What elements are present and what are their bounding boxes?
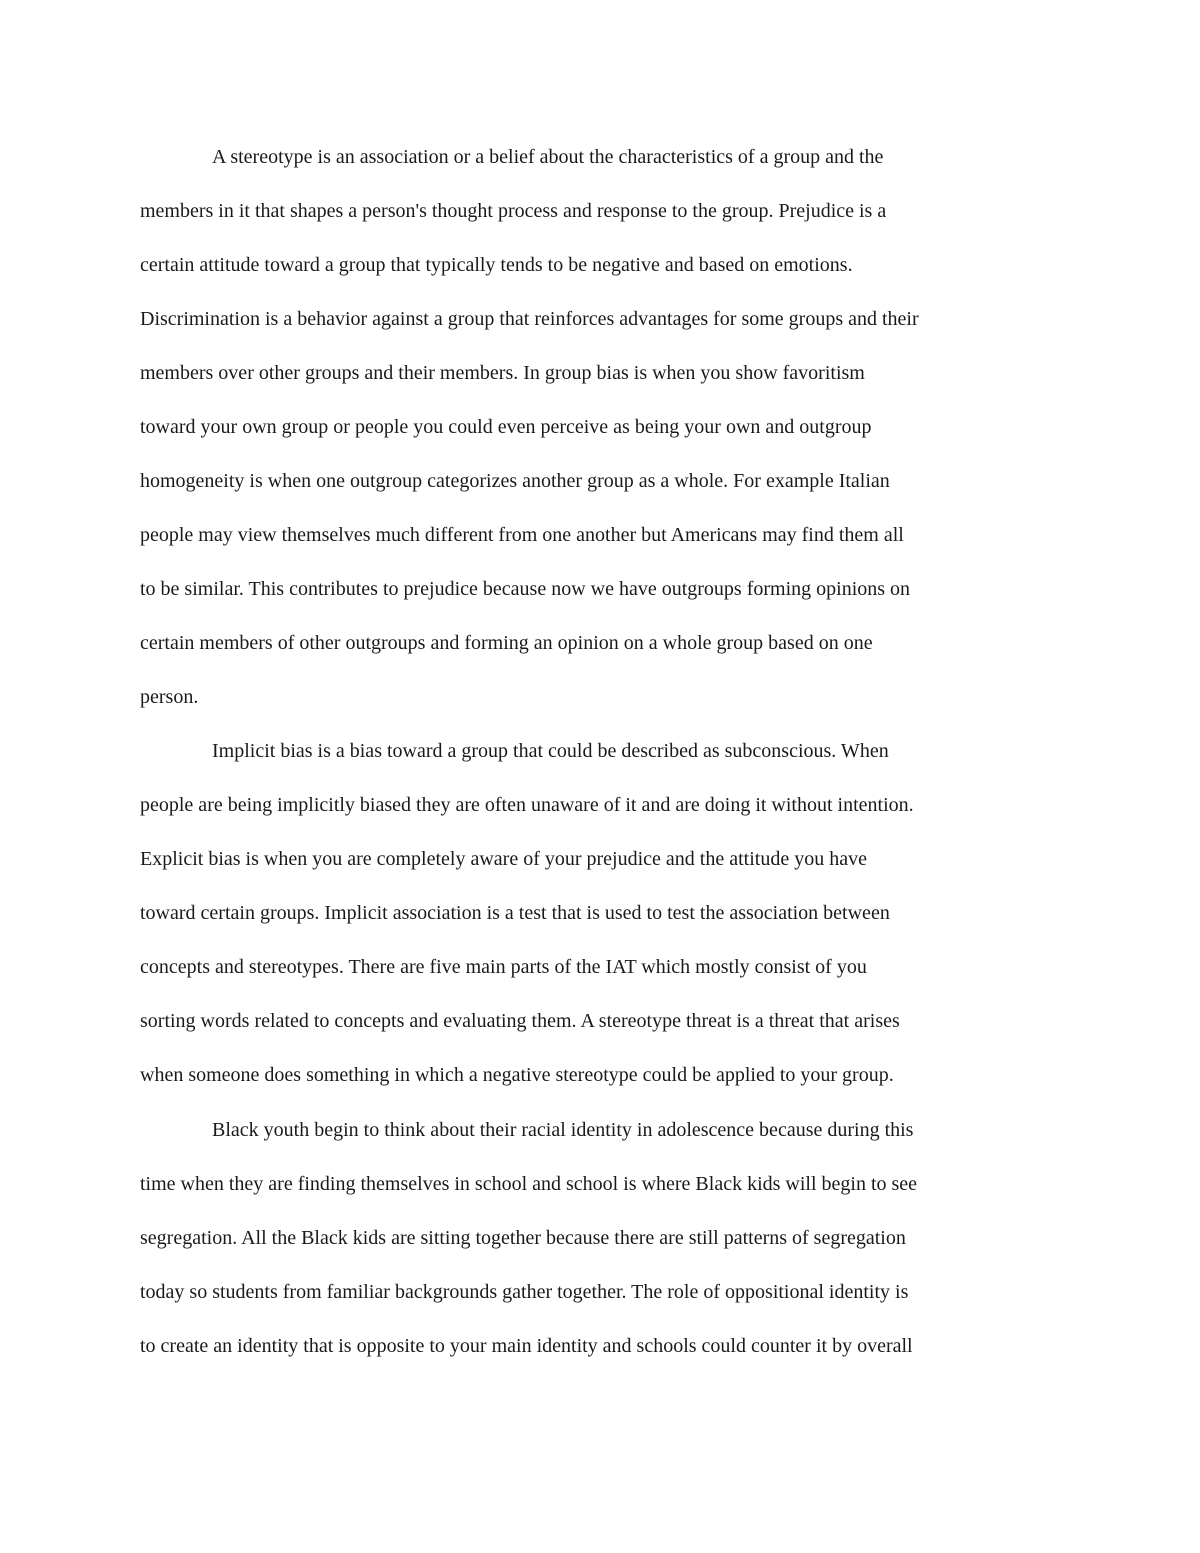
- paragraph-3-line-2: time when they are finding themselves in school and school is where Black kids will begin to see: [140, 1173, 918, 1195]
- paragraph-1-line-7: homogeneity is when one outgroup categorizes another group as a whole. For example Italian: [140, 470, 890, 492]
- paragraph-2-line-6: sorting words related to concepts and evaluating them. A stereotype threat is a threat that arises: [140, 1010, 900, 1032]
- paragraph-1-line-4: Discrimination is a behavior against a group that reinforces advantages for some groups and their: [140, 308, 919, 330]
- paragraph-1-line-8: people may view themselves much different from one another but Americans may find them all: [140, 524, 904, 546]
- paragraph-1-line-3: certain attitude toward a group that typically tends to be negative and based on emotions.: [140, 254, 853, 276]
- paragraph-3-line-1: Black youth begin to think about their racial identity in adolescence because during this: [212, 1119, 914, 1141]
- paragraph-2-line-4: toward certain groups. Implicit association is a test that is used to test the association between: [140, 902, 890, 924]
- paragraph-1-line-11: person.: [140, 686, 199, 708]
- paragraph-2-line-7: when someone does something in which a negative stereotype could be applied to your group.: [140, 1064, 894, 1086]
- paragraph-1-line-6: toward your own group or people you could even perceive as being your own and outgroup: [140, 416, 872, 438]
- paragraph-2-line-5: concepts and stereotypes. There are five main parts of the IAT which mostly consist of you: [140, 956, 867, 978]
- paragraph-3-line-3: segregation. All the Black kids are sitting together because there are still patterns of segregation: [140, 1227, 906, 1249]
- paragraph-1-line-9: to be similar. This contributes to prejudice because now we have outgroups forming opinions on: [140, 578, 911, 600]
- paragraph-2-line-2: people are being implicitly biased they are often unaware of it and are doing it without intention.: [140, 794, 914, 816]
- paragraph-1-line-10: certain members of other outgroups and forming an opinion on a whole group based on one: [140, 632, 873, 654]
- paragraph-1-line-5: members over other groups and their members. In group bias is when you show favoritism: [140, 362, 865, 384]
- paragraph-1-line-2: members in it that shapes a person's thought process and response to the group. Prejudice is a: [140, 200, 887, 222]
- paragraph-3-line-5: to create an identity that is opposite to your main identity and schools could counter it by overall: [140, 1335, 913, 1357]
- paragraph-2-line-1: Implicit bias is a bias toward a group that could be described as subconscious. When: [212, 740, 889, 762]
- paragraph-1-line-1: A stereotype is an association or a belief about the characteristics of a group and the: [212, 146, 884, 168]
- paragraph-3-line-4: today so students from familiar backgrounds gather together. The role of oppositional identity is: [140, 1281, 909, 1303]
- paragraph-2-line-3: Explicit bias is when you are completely aware of your prejudice and the attitude you have: [140, 848, 867, 870]
